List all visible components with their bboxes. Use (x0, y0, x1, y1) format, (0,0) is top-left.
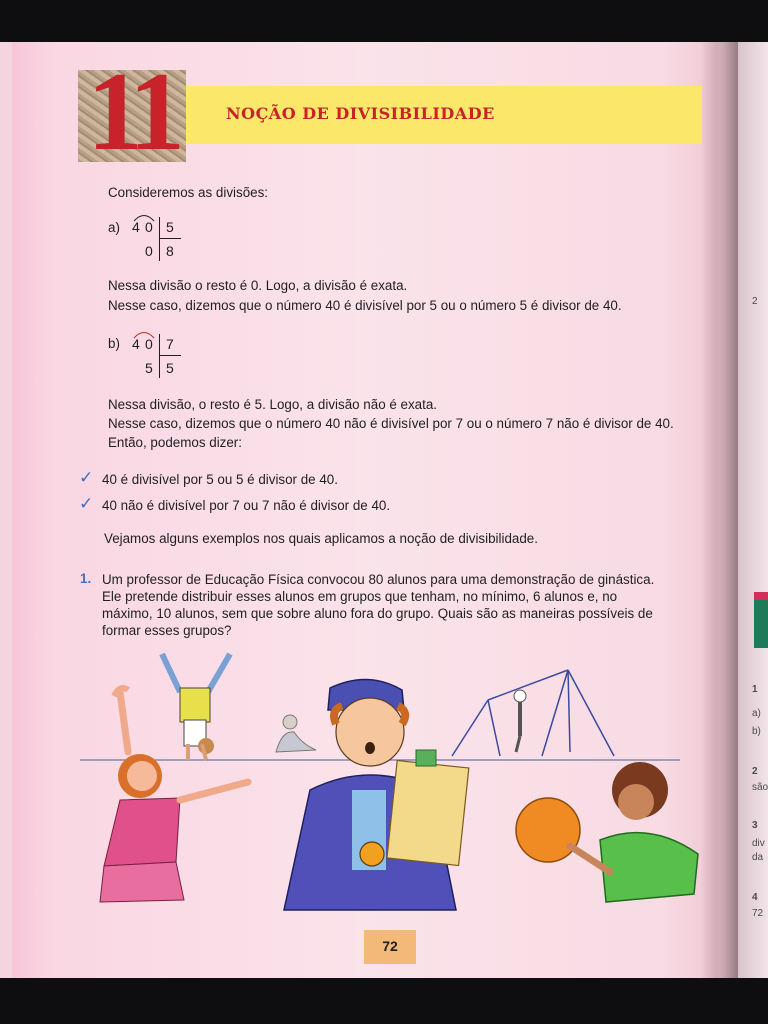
divisor: 5 (166, 219, 174, 235)
teacher-figure (284, 679, 469, 910)
chapter-badge (78, 70, 186, 162)
girl-figure (100, 688, 248, 902)
right-page-fragment: são (752, 782, 768, 793)
quotient: 8 (166, 243, 174, 259)
division-bar (159, 238, 181, 239)
handstand-kid-figure (162, 654, 230, 760)
dividend-digit: 4 (132, 336, 140, 352)
right-page-fragment: da (752, 852, 764, 863)
intro-text: Consideremos as divisões: (108, 185, 269, 200)
right-page-fragment: 3 (752, 820, 758, 831)
scan-border-top (0, 0, 768, 42)
right-page-fragment: b) (752, 726, 761, 737)
conclusion-item: 40 não é divisível por 7 ou 7 não é divisor de 40. (102, 498, 391, 513)
dividend-digit: 0 (145, 336, 153, 352)
division-bar (159, 217, 160, 261)
right-page-fragment: 2 (752, 766, 758, 777)
remainder: 5 (145, 360, 153, 376)
problem-line: máximo, 10 alunos, sem que sobre aluno fora do grupo. Quais são as maneiras possíveis de (102, 606, 653, 621)
problem-line: Um professor de Educação Física convocou 80 alunos para uma demonstração de ginástica. (102, 572, 655, 587)
division-bar (159, 334, 160, 378)
example-b-label: b) (108, 336, 120, 351)
right-page-fragment: 2 (752, 296, 758, 307)
division-bar (159, 355, 181, 356)
quotient: 5 (166, 360, 174, 376)
gym-class-illustration (80, 640, 720, 920)
divisor: 7 (166, 336, 174, 352)
check-icon: ✓ (79, 468, 94, 487)
check-icon: ✓ (79, 494, 94, 513)
page-number: 72 (382, 938, 398, 954)
example-b-line-2: Nesse caso, dizemos que o número 40 não é divisível por 7 ou o número 7 não é divisor de 40. (108, 416, 674, 431)
right-page-pink-strip (754, 592, 768, 600)
chapter-number: 11 (87, 70, 177, 162)
remainder: 0 (145, 243, 153, 259)
example-a-label: a) (108, 220, 120, 235)
conclusion-item: 40 é divisível por 5 ou 5 é divisor de 40. (102, 472, 338, 487)
scan-border-bottom (0, 978, 768, 1024)
problem-line: Ele pretende distribuir esses alunos em grupos que tenham, no mínimo, 6 alunos e, no (102, 589, 618, 604)
right-page-fragment: div (752, 838, 765, 849)
example-a-line-2: Nesse caso, dizemos que o número 40 é divisível por 5 ou o número 5 é divisor de 40. (108, 298, 622, 313)
right-page-green-strip (754, 600, 768, 648)
problem-line: formar esses grupos? (102, 623, 232, 638)
gym-frame-figure (452, 670, 614, 756)
examples-intro: Vejamos alguns exemplos nos quais aplicamos a noção de divisibilidade. (104, 531, 538, 546)
right-page-fragment: a) (752, 708, 761, 719)
example-b-line-3: Então, podemos dizer: (108, 435, 242, 450)
problem-number: 1. (80, 571, 92, 586)
chapter-title: NOÇÃO DE DIVISIBILIDADE (226, 104, 495, 123)
dividend-digit: 4 (132, 219, 140, 235)
right-page-fragment: 72 (752, 908, 764, 919)
right-page-fragment: 4 (752, 892, 758, 903)
sitting-kid-figure (276, 715, 316, 752)
example-a-line-1: Nessa divisão o resto é 0. Logo, a divisão é exata. (108, 278, 408, 293)
boy-with-ball-figure (516, 762, 698, 902)
example-b-line-1: Nessa divisão, o resto é 5. Logo, a divisão não é exata. (108, 397, 438, 412)
dividend-digit: 0 (145, 219, 153, 235)
right-page-fragment: 1 (752, 684, 758, 695)
